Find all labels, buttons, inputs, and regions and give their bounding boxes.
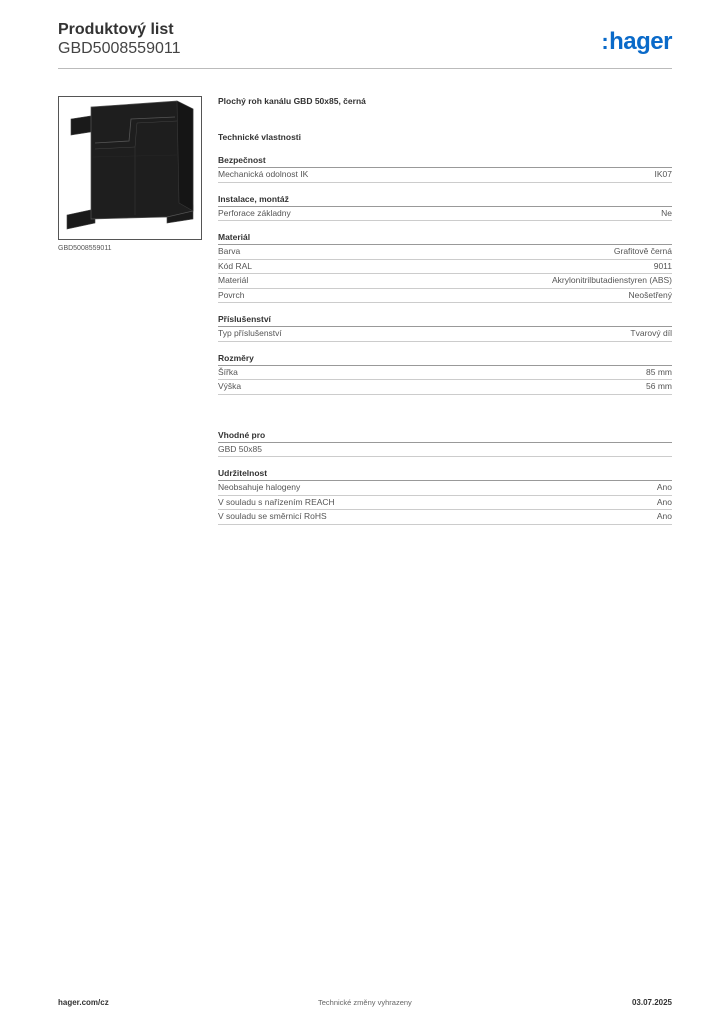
row-label: Výška — [218, 381, 242, 391]
table-row — [218, 443, 672, 458]
product-code: GBD5008559011 — [58, 40, 181, 57]
footer-disclaimer: Technické změny vyhrazeny — [318, 998, 412, 1007]
row-value: Ano — [656, 482, 672, 492]
group-title: Rozměry — [218, 353, 672, 366]
logo-text: hager — [609, 28, 672, 55]
section-spacer — [218, 406, 672, 430]
group-title: Udržitelnost — [218, 468, 672, 481]
flat-corner-product-icon — [59, 97, 201, 239]
row-label: Materiál — [218, 275, 249, 285]
product-name: Plochý roh kanálu GBD 50x85, černá — [218, 96, 366, 106]
image-caption: GBD5008559011 — [58, 245, 112, 252]
table-row — [218, 327, 672, 342]
group-title: Příslušenství — [218, 314, 672, 327]
row-label: Šířka — [218, 366, 238, 377]
group-suitable-for — [218, 430, 672, 458]
row-value: IK07 — [654, 169, 672, 179]
row-label: Typ příslušenství — [218, 328, 282, 338]
row-label: Barva — [218, 246, 241, 256]
product-details — [218, 96, 672, 536]
footer-date: 03.07.2025 — [631, 998, 672, 1007]
logo-colon-icon: : — [601, 29, 609, 54]
table-row — [218, 289, 672, 304]
row-label: Kód RAL — [218, 260, 253, 271]
row-value: 56 mm — [646, 381, 672, 391]
table-row — [218, 260, 672, 275]
hager-logo[interactable] — [601, 28, 672, 56]
group-dimensions — [218, 353, 672, 395]
row-value: Ano — [656, 496, 672, 507]
row-label: V souladu s nařízením REACH — [218, 496, 335, 507]
row-value: Ne — [661, 207, 672, 218]
group-material — [218, 232, 672, 303]
table-row — [218, 366, 672, 381]
table-row — [218, 510, 672, 525]
group-safety — [218, 155, 672, 183]
header-divider — [58, 68, 672, 69]
row-value: Akrylonitrilbutadienstyren (ABS) — [552, 275, 672, 285]
row-label: Perforace základny — [218, 207, 291, 218]
row-label: GBD 50x85 — [218, 443, 262, 454]
row-label: Mechanická odolnost IK — [218, 169, 309, 179]
group-title: Instalace, montáž — [218, 194, 672, 207]
table-row — [218, 207, 672, 222]
table-row — [218, 481, 672, 496]
row-value: 85 mm — [646, 366, 672, 377]
row-value: Neošetřený — [628, 289, 672, 300]
row-value: Ano — [656, 511, 672, 521]
row-label: Neobsahuje halogeny — [218, 482, 301, 492]
table-row — [218, 496, 672, 511]
group-title: Bezpečnost — [218, 155, 672, 168]
product-image — [58, 96, 202, 240]
row-label: V souladu se směrnicí RoHS — [218, 511, 327, 521]
row-value: Grafitově černá — [613, 246, 672, 256]
group-accessories — [218, 314, 672, 342]
group-sustainability — [218, 468, 672, 525]
table-row — [218, 380, 672, 395]
row-value: Tvarový díl — [630, 328, 672, 338]
technical-properties-title: Technické vlastnosti — [218, 132, 301, 142]
table-row — [218, 168, 672, 183]
row-value: 9011 — [653, 260, 672, 271]
page-title: Produktový list — [58, 21, 174, 38]
group-installation — [218, 194, 672, 222]
table-row — [218, 274, 672, 289]
group-title: Vhodné pro — [218, 430, 672, 443]
table-row — [218, 245, 672, 260]
row-label: Povrch — [218, 289, 245, 300]
group-title: Materiál — [218, 232, 672, 245]
footer-website-link[interactable]: hager.com/cz — [58, 998, 109, 1007]
